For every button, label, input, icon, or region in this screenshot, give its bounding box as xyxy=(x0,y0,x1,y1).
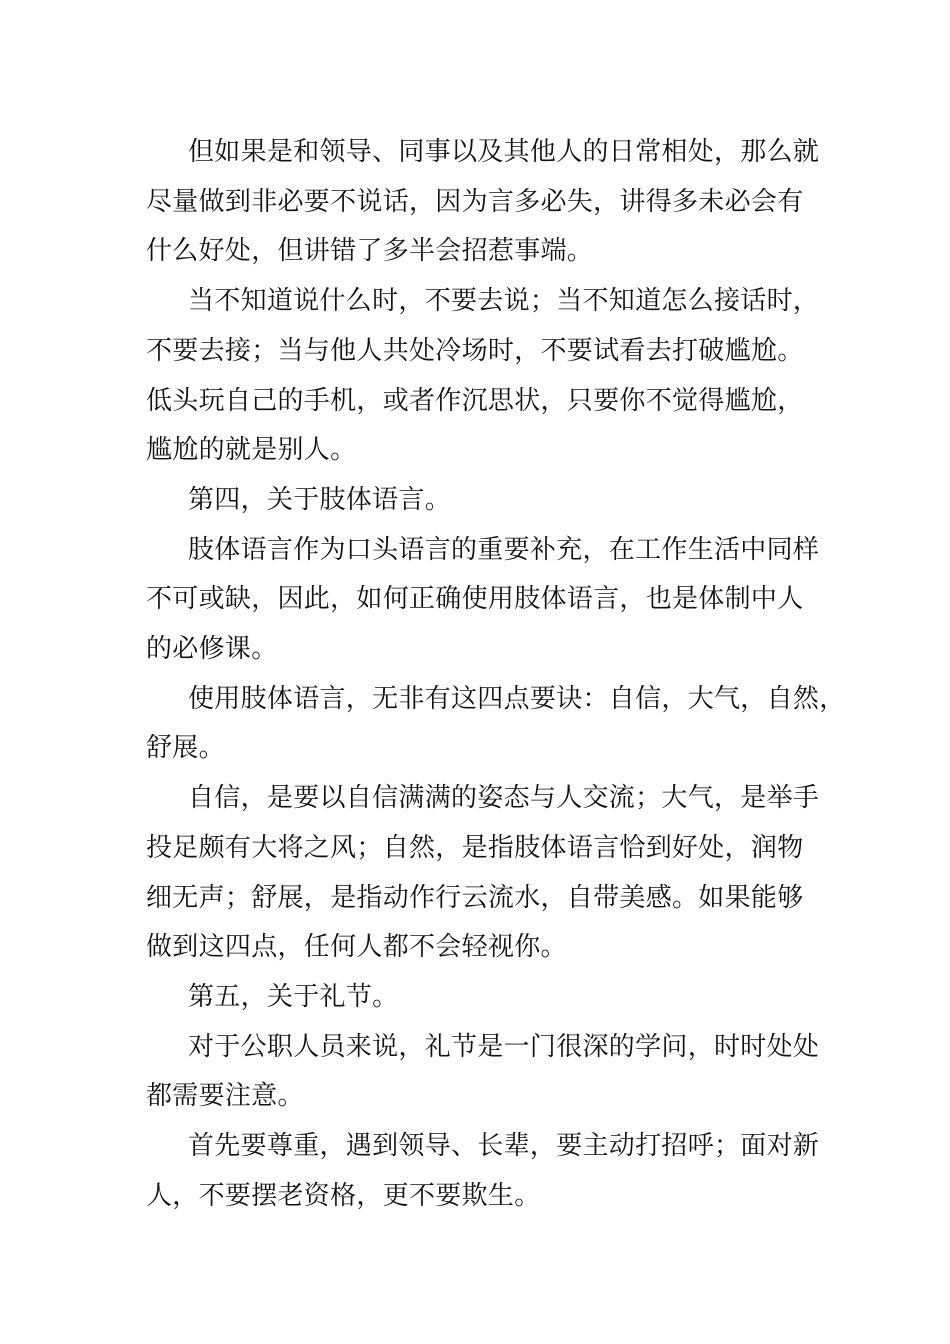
paragraph xyxy=(146,774,836,973)
text-line: 什么好处，但讲错了多半会招惹事端。 xyxy=(146,236,594,267)
text-line: 投足颇有大将之风；自然，是指肢体语言恰到好处，润物 xyxy=(146,832,804,863)
text-line: 舒展。 xyxy=(146,733,225,764)
paragraph xyxy=(146,128,836,277)
text-line: 都需要注意。 xyxy=(146,1081,304,1112)
paragraph xyxy=(146,277,836,476)
text-line: 低头玩自己的手机，或者作沉思状，只要你不觉得尴尬， xyxy=(146,385,804,416)
text-line: 人，不要摆老资格，更不要欺生。 xyxy=(146,1180,541,1211)
text-line: 不要去接；当与他人共处冷场时，不要试看去打破尴尬。 xyxy=(146,335,804,366)
section-heading xyxy=(146,973,836,1023)
text-line: 尴尬的就是别人。 xyxy=(146,435,357,466)
text-line: 第五，关于礼节。 xyxy=(188,981,399,1012)
text-line: 的必修课。 xyxy=(146,634,278,665)
paragraph xyxy=(146,1023,836,1122)
text-line: 肢体语言作为口头语言的重要补充，在工作生活中同样 xyxy=(188,534,820,565)
text-line: 不可或缺，因此，如何正确使用肢体语言，也是体制中人 xyxy=(146,584,804,615)
text-line: 当不知道说什么时，不要去说；当不知道怎么接话时， xyxy=(188,286,820,317)
paragraph xyxy=(146,1122,836,1221)
text-line: 首先要尊重，遇到领导、长辈，要主动打招呼；面对新 xyxy=(188,1131,820,1162)
text-line: 但如果是和领导、同事以及其他人的日常相处，那么就 xyxy=(188,137,820,167)
text-line: 使用肢体语言，无非有这四点要诀：自信，大气，自然， xyxy=(188,683,846,714)
section-heading xyxy=(146,476,836,526)
text-line: 做到这四点，任何人都不会轻视你。 xyxy=(146,932,567,963)
text-line: 细无声；舒展，是指动作行云流水，自带美感。如果能够 xyxy=(146,882,804,913)
paragraph xyxy=(146,526,836,675)
paragraph xyxy=(146,675,846,774)
text-line: 自信，是要以自信满满的姿态与人交流；大气，是举手 xyxy=(188,783,820,814)
text-line: 对于公职人员来说，礼节是一门很深的学问，时时处处 xyxy=(188,1031,820,1062)
text-line: 第四，关于肢体语言。 xyxy=(188,484,452,515)
document-body xyxy=(146,128,846,1221)
text-line: 尽量做到非必要不说话，因为言多必失，讲得多未必会有 xyxy=(146,186,804,217)
